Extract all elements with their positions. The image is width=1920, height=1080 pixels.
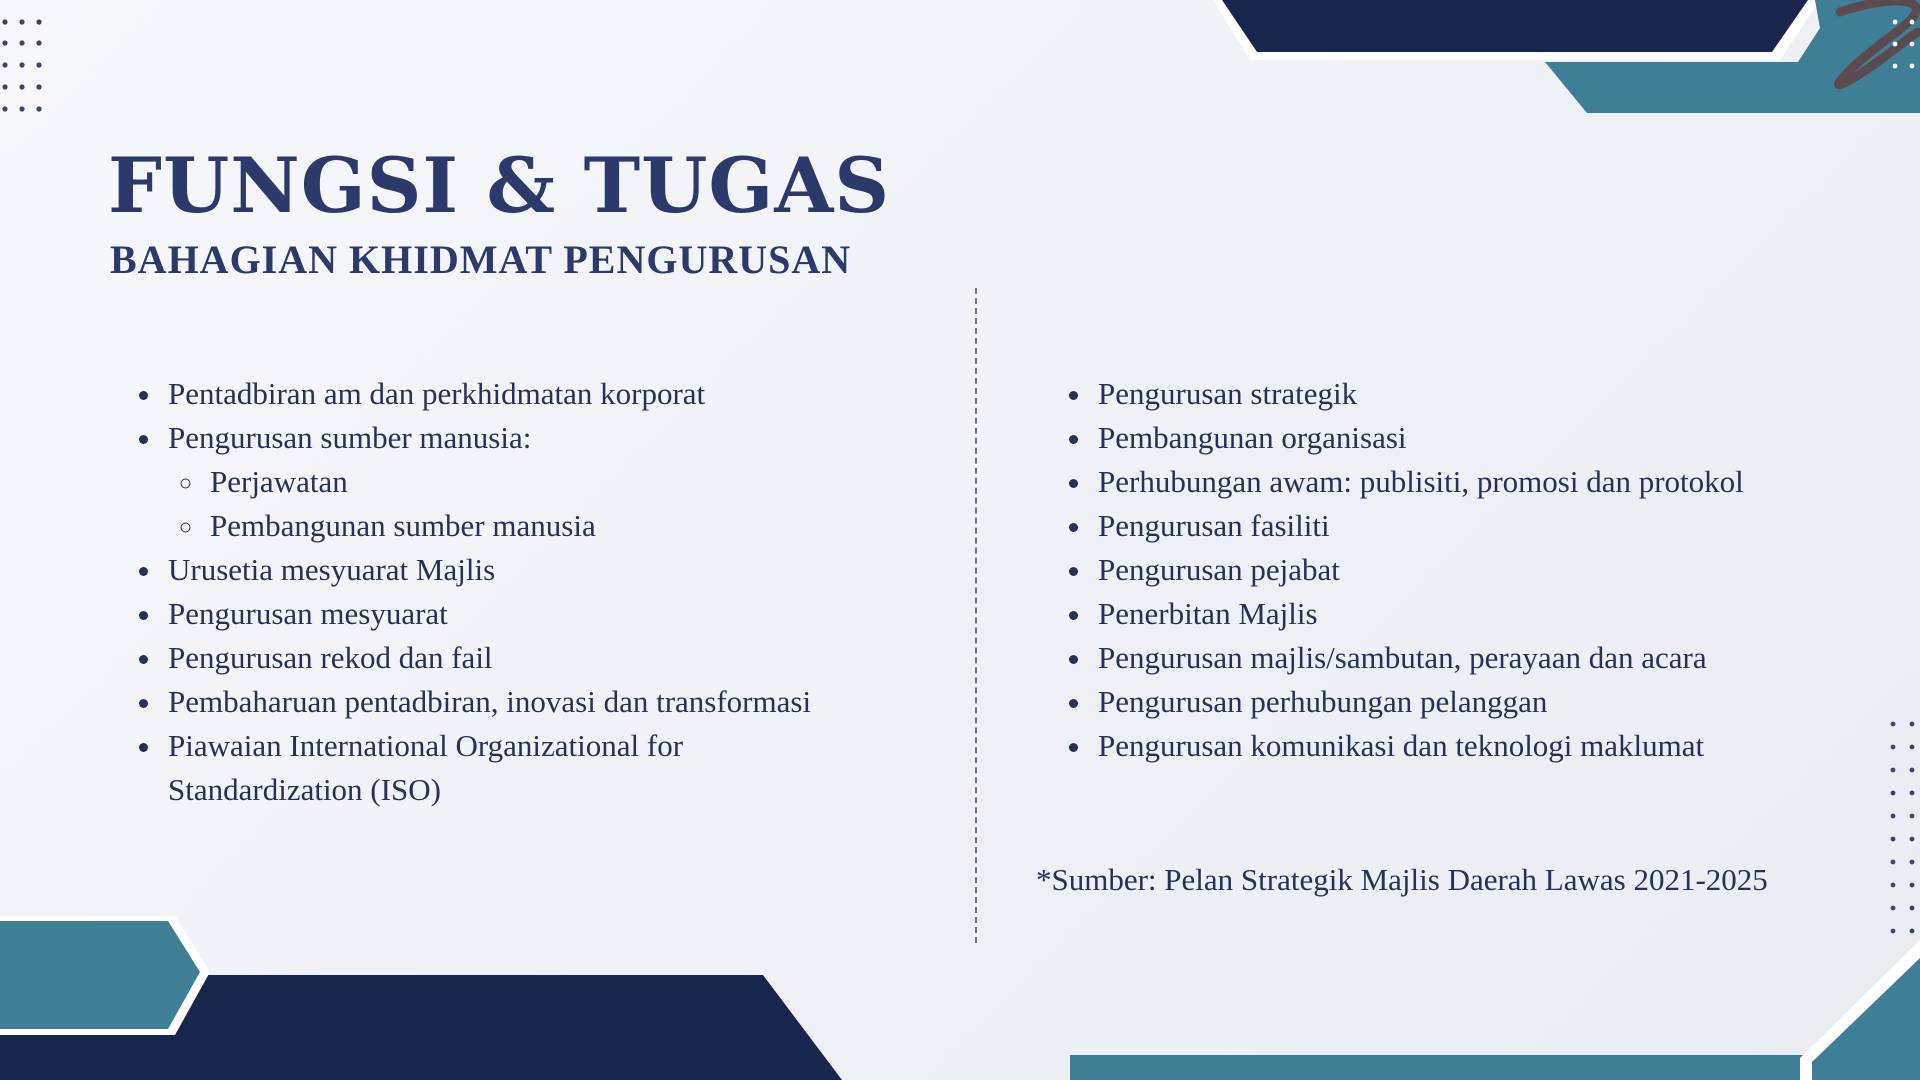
- bottom-left-teal-shape: [0, 921, 200, 1029]
- page-subtitle: BAHAGIAN KHIDMAT PENGURUSAN: [110, 237, 852, 282]
- list-item: • Pembangunan organisasi: [1094, 416, 1920, 460]
- list-item: • Perhubungan awam: publisiti, promosi dan protokol: [1094, 460, 1920, 504]
- list-item-label: Pengurusan sumber manusia:: [168, 420, 532, 455]
- top-right-navy-shape: [1222, 0, 1808, 52]
- left-function-list: [126, 372, 864, 812]
- source-footnote: *Sumber: Pelan Strategik Majlis Daerah Lawas 2021-2025: [1036, 862, 1768, 897]
- list-item: • Pembaharuan pentadbiran, inovasi dan transformasi: [164, 680, 864, 724]
- list-item: • Pengurusan majlis/sambutan, perayaan dan acara: [1094, 636, 1920, 680]
- list-item: • Urusetia mesyuarat Majlis: [164, 548, 864, 592]
- sub-list: [168, 460, 864, 548]
- list-item: • Pengurusan rekod dan fail: [164, 636, 864, 680]
- sub-list-item: ◦ Perjawatan: [206, 460, 864, 504]
- list-item: • Pengurusan fasiliti: [1094, 504, 1920, 548]
- right-function-list: [1056, 372, 1920, 768]
- bottom-right-teal-bar: [1070, 1055, 1920, 1080]
- list-item: [164, 416, 864, 548]
- bottom-right-teal-triangle: [1812, 958, 1920, 1080]
- column-divider: [975, 288, 977, 943]
- list-item: • Pengurusan strategik: [1094, 372, 1920, 416]
- page-title: FUNGSI & TUGAS: [108, 141, 891, 230]
- dot-grid-top-left: [2, 19, 41, 111]
- list-item: • Pengurusan perhubungan pelanggan: [1094, 680, 1920, 724]
- list-item: • Pengurusan komunikasi dan teknologi maklumat: [1094, 724, 1920, 768]
- list-item: • Piawaian International Organizational for Standardization (ISO): [164, 724, 864, 812]
- list-item: • Penerbitan Majlis: [1094, 592, 1920, 636]
- sub-list-item: ◦ Pembangunan sumber manusia: [206, 504, 864, 548]
- list-item: • Pengurusan pejabat: [1094, 548, 1920, 592]
- list-item: • Pentadbiran am dan perkhidmatan korporat: [164, 372, 864, 416]
- list-item: • Pengurusan mesyuarat: [164, 592, 864, 636]
